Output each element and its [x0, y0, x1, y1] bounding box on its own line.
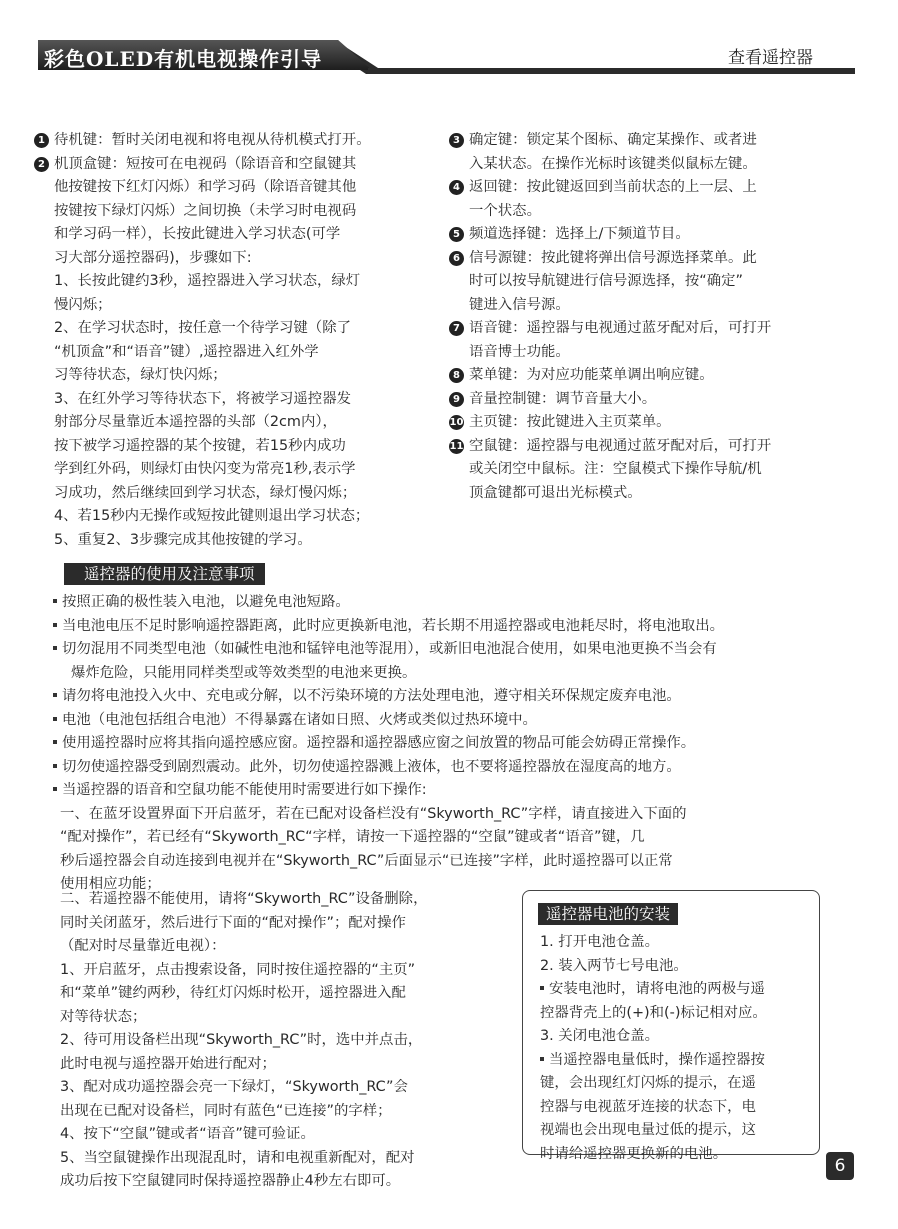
key-item-line — [54, 482, 371, 506]
number-badge-icon: 2 — [34, 157, 49, 172]
header-title: 彩色OLED有机电视操作引导 — [44, 47, 323, 71]
text-line: 1、开启蓝牙，点击搜索设备，同时按住遥控器的“主页” — [60, 961, 416, 978]
key-item-text: 主页键：按此键进入主页菜单。 — [469, 414, 671, 430]
key-item-text: 一个状态。 — [469, 202, 541, 219]
key-item-line — [54, 270, 371, 294]
key-item-line — [54, 223, 371, 247]
key-item-text: 学到红外码，则绿灯由快闪变为常亮1秒,表示学 — [54, 461, 356, 477]
number-badge-icon: 9 — [449, 392, 464, 407]
pairing-steps — [62, 888, 427, 1194]
key-item-line — [449, 411, 771, 435]
key-item-line — [469, 458, 771, 482]
key-item-text: 按键按下绿灯闪烁）之间切换（未学习时电视码 — [54, 202, 357, 219]
key-item-line — [449, 176, 771, 200]
key-item-line — [54, 435, 371, 459]
key-item-text: 习等待状态，绿灯快闪烁； — [54, 367, 227, 383]
key-item-line — [54, 529, 371, 553]
text-line: 键，会出现红灯闪烁的提示，在遥 — [540, 1075, 756, 1091]
text-line: 电池（电池包括组合电池）不得暴露在诸如日照、火烤或类似过热环境中。 — [53, 709, 724, 733]
number-badge-icon: 5 — [449, 227, 464, 242]
text-line: 二、若遥控器不能使用，请将“Skyworth_RC”设备删除， — [60, 891, 428, 907]
key-item-line — [449, 247, 771, 271]
key-item-line — [54, 364, 371, 388]
key-item-line — [34, 153, 371, 177]
text-line: 使用相应功能； — [60, 876, 161, 892]
key-item-line — [449, 364, 771, 388]
key-item-line — [469, 341, 771, 365]
key-item-text: 菜单键：为对应功能菜单调出响应键。 — [469, 367, 714, 383]
number-badge-icon: 8 — [449, 368, 464, 383]
key-item-text: 3、在红外学习等待状态下，将被学习遥控器发 — [54, 390, 351, 407]
left-key-list — [38, 129, 371, 552]
key-item-line — [54, 388, 371, 412]
key-item-text: 1、长按此键约3秒，遥控器进入学习状态，绿灯 — [54, 273, 361, 289]
key-item-text: 机顶盒键：短按可在电视码（除语音和空鼠键其 — [54, 155, 357, 172]
key-item-text: 返回键：按此键返回到当前状态的上一层、上 — [469, 179, 757, 195]
text-line: 2. 装入两节七号电池。 — [540, 957, 688, 974]
key-item-text: 语音键：遥控器与电视通过蓝牙配对后，可打开 — [469, 320, 772, 336]
text-line: 控器与电视蓝牙连接的状态下，电 — [540, 1098, 756, 1115]
number-badge-icon: 7 — [449, 321, 464, 336]
key-item-line — [54, 247, 371, 271]
key-item-text: 顶盒键都可退出光标模式。 — [469, 484, 642, 501]
key-item-line — [54, 458, 371, 482]
key-item-text: 4、若15秒内无操作或短按此键则退出学习状态； — [54, 508, 370, 524]
key-item-text: 慢闪烁； — [54, 296, 112, 313]
right-key-list — [449, 129, 772, 505]
key-item-line — [54, 176, 371, 200]
key-item-line — [449, 388, 771, 412]
key-item-text: “机顶盒”和“语音”键）,遥控器进入红外学 — [54, 343, 319, 360]
text-line: 此时电视与遥控器开始进行配对； — [60, 1055, 276, 1072]
key-item-line — [469, 482, 771, 506]
key-item-line — [469, 200, 771, 224]
text-line: 同时关闭蓝牙，然后进行下面的“配对操作”；配对操作 — [60, 914, 406, 931]
key-item-line — [469, 270, 771, 294]
number-badge-icon: 6 — [449, 251, 464, 266]
text-line: 视端也会出现电量过低的提示，这 — [540, 1122, 756, 1138]
text-line: 控器背壳上的(+)和(-)标记相对应。 — [540, 1004, 767, 1021]
key-item-text: 语音博士功能。 — [469, 343, 570, 360]
key-item-text: 频道选择键：选择上/下频道节目。 — [469, 226, 690, 242]
key-item-line — [449, 317, 771, 341]
battery-steps — [540, 931, 767, 1166]
text-line: 一、在蓝牙设置界面下开启蓝牙，若在已配对设备栏没有“Skyworth_RC”字样，请直接进入下面的 — [60, 805, 687, 822]
key-item-text: 按下被学习遥控器的某个按键，若15秒内成功 — [54, 437, 346, 454]
key-item-line — [449, 129, 771, 153]
text-line: “配对操作”，若已经有“Skyworth_RC“字样，请按一下遥控器的“空鼠”键或者“语音”键，几 — [60, 829, 645, 845]
battery-section-title: 遥控器电池的安装 — [538, 903, 678, 925]
text-line: 3. 关闭电池仓盖。 — [540, 1028, 660, 1044]
key-item-line — [54, 294, 371, 318]
text-line: 当电池电压不足时影响遥控器距离，此时应更换新电池，若长期不用遥控器或电池耗尽时，将电池取出。 — [53, 615, 724, 639]
text-line: 使用遥控器时应将其指向遥控感应窗。遥控器和遥控器感应窗之间放置的物品可能会妨碍正常操作。 — [53, 732, 724, 756]
key-item-text: 和学习码一样），长按此键进入学习状态(可学 — [54, 226, 341, 242]
text-line: 安装电池时，请将电池的两极与遥 — [540, 978, 767, 1002]
key-item-line — [449, 435, 771, 459]
section-title: 查看遥控器 — [728, 48, 813, 68]
key-item-text: 或关闭空中鼠标。注：空鼠模式下操作导航/机 — [469, 461, 762, 477]
text-line: 出现在已配对设备栏，同时有蓝色“已连接”的字样； — [60, 1102, 392, 1119]
text-line: 切勿混用不同类型电池（如碱性电池和锰锌电池等混用），或新旧电池混合使用，如果电池更换不当会有 — [53, 638, 724, 662]
key-item-text: 他按键按下红灯闪烁）和学习码（除语音键其他 — [54, 179, 357, 195]
key-item-line — [449, 223, 771, 247]
text-line: 爆炸危险，只能用同样类型或等效类型的电池来更换。 — [71, 664, 417, 681]
key-item-text: 时可以按导航键进行信号源选择，按“确定” — [469, 273, 743, 289]
text-line: 当遥控器电量低时，操作遥控器按 — [540, 1049, 767, 1073]
key-item-text: 确定键：锁定某个图标、确定某操作、或者进 — [469, 132, 757, 148]
text-line: 请勿将电池投入火中、充电或分解，以不污染环境的方法处理电池，遵守相关环保规定废弃电池。 — [53, 685, 724, 709]
text-line: 2、待可用设备栏出现“Skyworth_RC”时，选中并点击， — [60, 1032, 423, 1048]
text-line: 时请给遥控器更换新的电池。 — [540, 1145, 728, 1162]
text-line: 切勿使遥控器受到剧烈震动。此外，切勿使遥控器溅上液体，也不要将遥控器放在湿度高的地方。 — [53, 756, 724, 780]
key-item-text: 2、在学习状态时，按任意一个待学习键（除了 — [54, 320, 351, 336]
key-item-line — [469, 294, 771, 318]
text-line: 1. 打开电池仓盖。 — [540, 934, 660, 950]
text-line: 和“菜单”键约两秒，待红灯闪烁时松开，遥控器进入配 — [60, 985, 406, 1001]
number-badge-icon: 11 — [449, 440, 464, 452]
key-item-text: 射部分尽量靠近本遥控器的头部（2cm内）， — [54, 414, 337, 430]
page-number: 6 — [826, 1152, 854, 1180]
text-line: 3、配对成功遥控器会亮一下绿灯，“Skyworth_RC”会 — [60, 1079, 408, 1095]
number-badge-icon: 3 — [449, 133, 464, 148]
text-line: 成功后按下空鼠键同时保持遥控器静止4秒左右即可。 — [60, 1173, 401, 1189]
key-item-text: 待机键：暂时关闭电视和将电视从待机模式打开。 — [54, 132, 371, 148]
key-item-text: 音量控制键：调节音量大小。 — [469, 390, 657, 407]
text-line: 5、当空鼠键操作出现混乱时，请和电视重新配对，配对 — [60, 1149, 415, 1166]
key-item-text: 键进入信号源。 — [469, 296, 570, 313]
key-item-line — [54, 200, 371, 224]
number-badge-icon: 1 — [34, 133, 49, 148]
text-line: 对等待状态； — [60, 1008, 147, 1025]
key-item-line — [54, 411, 371, 435]
number-badge-icon: 4 — [449, 180, 464, 195]
key-item-line — [54, 317, 371, 341]
key-item-text: 习大部分遥控器码)，步骤如下: — [54, 249, 252, 266]
number-badge-icon: 10 — [449, 417, 464, 428]
key-item-text: 入某状态。在操作光标时该键类似鼠标左键。 — [469, 155, 757, 172]
text-line: 4、按下“空鼠”键或者“语音”键可验证。 — [60, 1126, 315, 1142]
key-item-text: 5、重复2、3步骤完成其他按键的学习。 — [54, 531, 312, 548]
text-line: 当遥控器的语音和空鼠功能不能使用时需要进行如下操作: — [53, 779, 724, 803]
usage-notes — [62, 591, 724, 897]
key-item-line — [54, 505, 371, 529]
key-item-text: 信号源键：按此键将弹出信号源选择菜单。此 — [469, 249, 757, 266]
usage-section-title: 遥控器的使用及注意事项 — [64, 563, 265, 585]
text-line: （配对时尽量靠近电视）： — [60, 938, 226, 954]
key-item-line — [34, 129, 371, 153]
key-item-text: 习成功，然后继续回到学习状态，绿灯慢闪烁； — [54, 484, 357, 501]
key-item-line — [54, 341, 371, 365]
text-line: 秒后遥控器会自动连接到电视并在“Skyworth_RC”后面显示“已连接”字样，此时遥控器可以正常 — [60, 852, 673, 869]
key-item-line — [469, 153, 771, 177]
key-item-text: 空鼠键：遥控器与电视通过蓝牙配对后，可打开 — [469, 437, 772, 454]
text-line: 按照正确的极性装入电池，以避免电池短路。 — [53, 591, 724, 615]
